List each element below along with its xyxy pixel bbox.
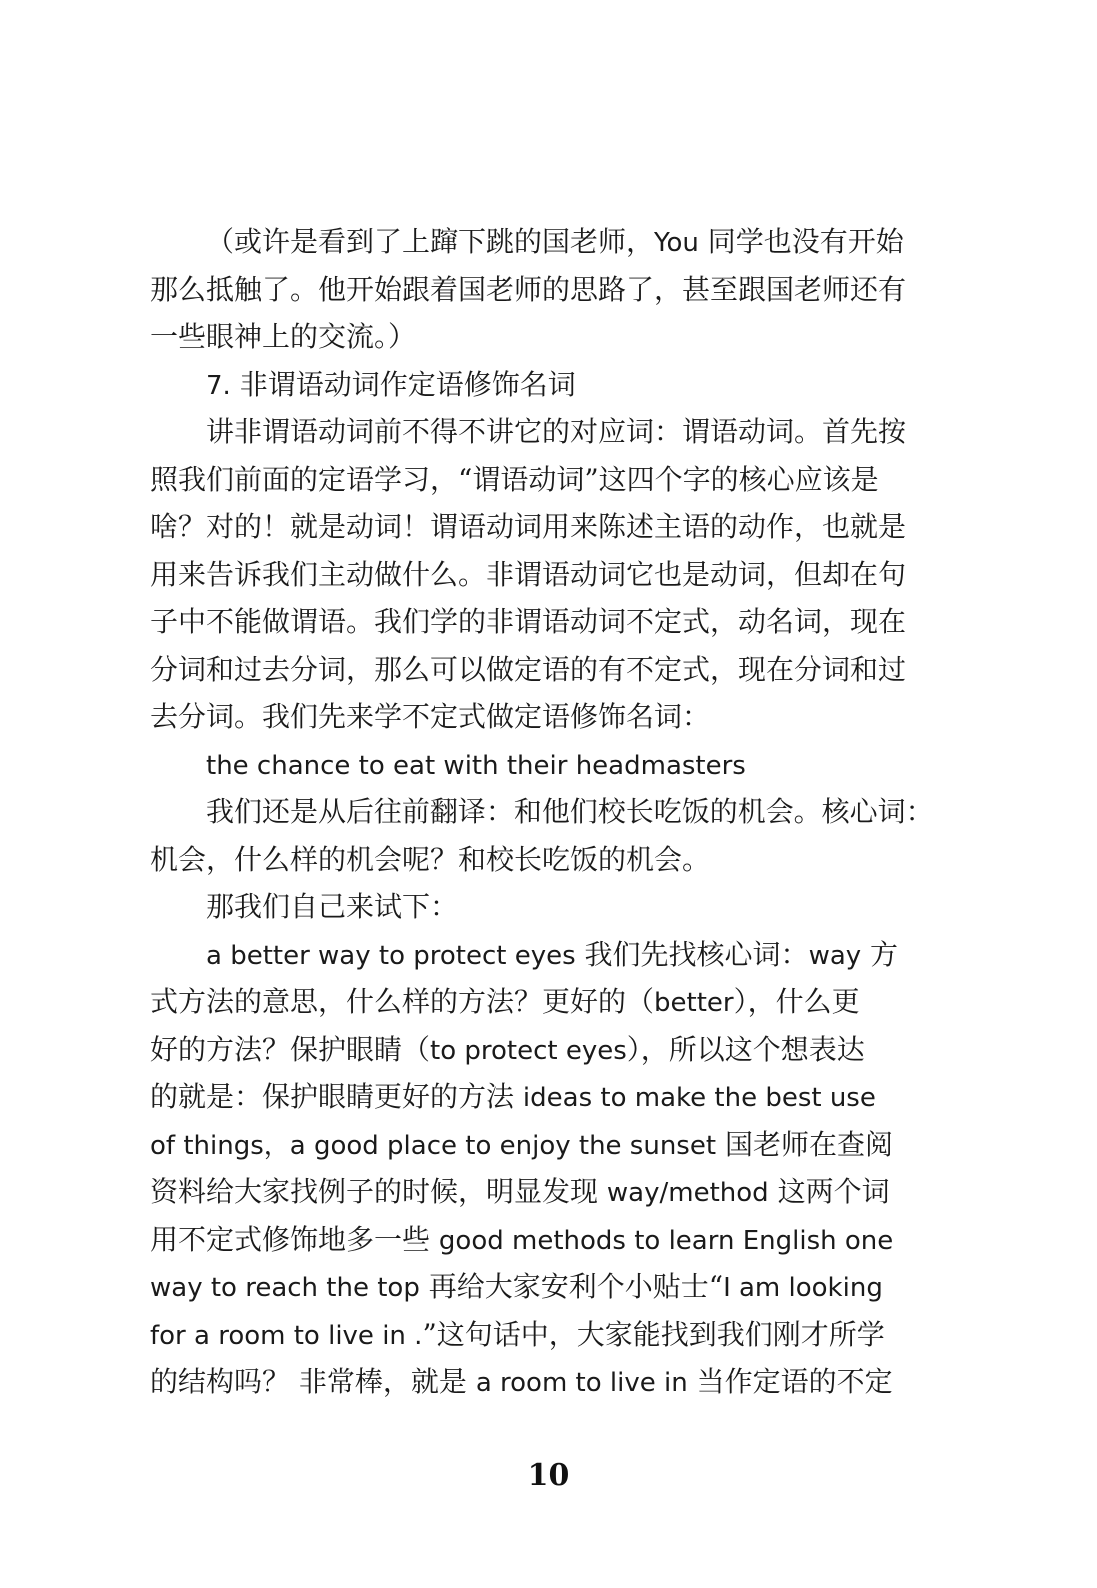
english-example: a better way to protect eyes [206,940,576,971]
text-span: ），什么更 [733,985,860,1018]
text-span: 国老师在查阅 [716,1127,893,1161]
text-line [150,503,934,551]
section-title: 非谓语动词作定语修饰名词 [230,367,576,401]
text-line [150,1216,934,1264]
text-span: 当作定语的不定 [687,1365,893,1398]
body-text [150,218,934,1406]
text-span: 子中不能做谓语。我们学的非谓语动词不定式，动名词，现在 [150,605,907,638]
english-example: a room to live in [475,1368,688,1398]
text-line [150,1026,934,1074]
text-span: 分词和过去分词，那么可以做定语的有不定式，现在分词和过 [150,652,907,686]
text-span: 机会，什么样的机会呢？和校长吃饭的机会。 [150,842,711,876]
text-span: 去分词。我们先来学不定式做定语修饰名词： [150,700,711,733]
english-example: good methods to learn English one [438,1225,894,1256]
text-span: 一些眼神上的交流。） [150,320,417,353]
text-line [150,456,934,504]
text-line [150,836,934,884]
text-span: 同学也没有开始 [698,225,904,258]
english-example: for a room to live in . [150,1320,423,1351]
text-line [150,1121,934,1169]
page-number: 10 [527,1458,570,1493]
text-line [150,1263,934,1311]
text-line [150,693,934,741]
text-span: 的结构吗？ 非常棒，就是 [150,1365,476,1398]
text-line [150,1358,934,1406]
text-span: 好的方法？保护眼睛（ [150,1032,431,1066]
text-span: （或许是看到了上蹿下跳的国老师， [206,225,655,258]
text-span: 我们还是从后往前翻译：和他们校长吃饭的机会。核心词： [206,795,934,828]
text-line [150,1168,934,1216]
text-line [150,408,934,456]
english-term: You [654,228,699,258]
text-span: 那我们自己来试下： [206,890,459,923]
example-line [150,741,934,789]
text-line [150,313,934,361]
text-span: 那么抵触了。他开始跟着国老师的思路了，甚至跟国老师还有 [150,272,907,306]
text-line [150,1311,934,1359]
text-line [150,551,934,599]
section-number: 7. [206,370,231,401]
text-span: ），所以这个想表达 [626,1032,865,1066]
text-line [150,978,934,1026]
text-span: 照我们前面的定语学习，“谓语动词”这四个字的核心应该是 [150,462,879,496]
text-line [150,218,934,266]
text-span: 用不定式修饰地多一些 [150,1222,439,1256]
text-span: 讲非谓语动词前不得不讲它的对应词：谓语动词。首先按 [206,415,907,448]
text-line [150,266,934,314]
text-span: 用来告诉我们主动做什么。非谓语动词它也是动词，但却在句 [150,557,907,591]
text-line [150,931,934,979]
text-span: 资料给大家找例子的时候，明显发现 [150,1175,607,1208]
english-term: way [808,940,862,971]
text-span: 啥？对的！就是动词！谓语动词用来陈述主语的动作，也就是 [150,510,907,543]
english-example: ideas to make the best use [522,1083,876,1113]
english-term: better [654,988,734,1018]
english-example: I am looking [723,1273,883,1303]
text-line [150,1073,934,1121]
english-term: way/method [606,1178,769,1208]
text-line [150,646,934,694]
text-line [150,883,934,931]
text-span: 我们先找核心词： [575,937,809,971]
text-span: ”这句话中，大家能找到我们刚才所学 [422,1317,885,1351]
text-span: 的就是：保护眼睛更好的方法 [150,1080,523,1113]
text-span: 这两个词 [768,1175,890,1208]
english-term: to protect eyes [430,1035,627,1066]
english-example: of things，a good place to enjoy the sunset [150,1130,717,1161]
text-span: 再给大家安利个小贴士“ [419,1270,724,1303]
text-span: 式方法的意思，什么样的方法？更好的（ [150,985,655,1018]
section-heading [150,361,934,409]
english-example: way to reach the top [150,1273,420,1303]
text-line [150,788,934,836]
english-example: the chance to eat with their headmasters [206,750,746,781]
text-span: 方 [861,937,899,971]
text-line [150,598,934,646]
